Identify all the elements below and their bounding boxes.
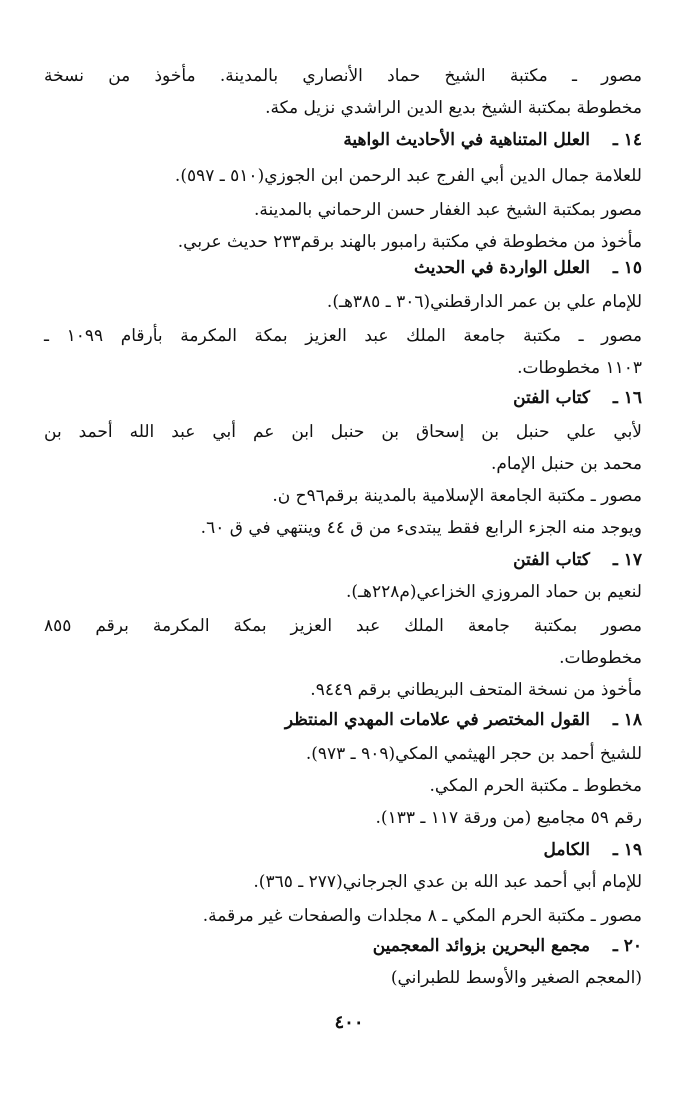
entry-16-line-4: ويوجد منه الجزء الرابع فقط يبتدىء من ق ٤٤ وينتهي في ق ٦٠. <box>200 518 642 538</box>
entry-19-number: ١٩ ـ <box>612 840 642 860</box>
entry-17-line-2: مصور بمكتبة جامعة الملك عبد العزيز بمكة المكرمة برقم ٨٥٥ <box>44 616 642 636</box>
entry-17-line-3: مخطوطات. <box>559 648 642 668</box>
entry-15-title: العلل الواردة في الحديث <box>414 258 590 278</box>
entry-15-line-1: للإمام علي بن عمر الدارقطني(٣٠٦ ـ ٣٨٥هـ). <box>326 292 642 312</box>
entry-19-line-1: للإمام أبي أحمد عبد الله بن عدي الجرجاني(٢٧٧ ـ ٣٦٥). <box>253 872 642 892</box>
entry-18-line-3: رقم ٥٩ مجاميع (من ورقة ١١٧ ـ ١٣٣). <box>375 808 642 828</box>
entry-15-line-2: مصور ـ مكتبة جامعة الملك عبد العزيز بمكة المكرمة بأرقام ١٠٩٩ ـ <box>44 326 642 346</box>
entry-14-line-2: مصور بمكتبة الشيخ عبد الغفار حسن الرحماني بالمدينة. <box>254 200 642 220</box>
entry-19-line-2: مصور ـ مكتبة الحرم المكي ـ ٨ مجلدات والصفحات غير مرقمة. <box>202 906 642 926</box>
entry-15-number: ١٥ ـ <box>612 258 642 278</box>
entry-18-title: القول المختصر في علامات المهدي المنتظر <box>284 710 590 730</box>
entry-20-line-1: (المعجم الصغير والأوسط للطبراني) <box>390 968 642 988</box>
entry-16-line-2: محمد بن حنبل الإمام. <box>491 454 642 474</box>
entry-16-line-3: مصور ـ مكتبة الجامعة الإسلامية بالمدينة برقم٩٦ح ن. <box>272 486 642 506</box>
entry-14-line-3: مأخوذ من مخطوطة في مكتبة رامبور بالهند برقم٢٣٣ حديث عربي. <box>177 232 642 252</box>
entry-14-number: ١٤ ـ <box>612 130 642 150</box>
entry-16-title: كتاب الفتن <box>513 388 590 408</box>
entry-17-title: كتاب الفتن <box>513 550 590 570</box>
intro-line-1: مصور ـ مكتبة الشيخ حماد الأنصاري بالمدينة. مأخوذ من نسخة <box>44 66 642 86</box>
entry-17-line-4: مأخوذ من نسخة المتحف البريطاني برقم ٩٤٤٩. <box>310 680 642 700</box>
page-number: ٤٠٠ <box>334 1012 364 1033</box>
entry-17-number: ١٧ ـ <box>612 550 642 570</box>
entry-16-line-1: لأبي علي حنبل بن إسحاق بن حنبل ابن عم أبي عبد الله أحمد بن <box>44 422 642 442</box>
entry-20-title: مجمع البحرين بزوائد المعجمين <box>372 936 590 956</box>
entry-19-title: الكامل <box>543 840 590 860</box>
entry-20-number: ٢٠ ـ <box>612 936 642 956</box>
entry-18-line-2: مخطوط ـ مكتبة الحرم المكي. <box>429 776 642 796</box>
intro-line-2: مخطوطة بمكتبة الشيخ بديع الدين الراشدي نزيل مكة. <box>265 98 642 118</box>
entry-15-line-3: ١١٠٣ مخطوطات. <box>517 358 642 378</box>
entry-18-number: ١٨ ـ <box>612 710 642 730</box>
entry-14-title: العلل المتناهية في الأحاديث الواهية <box>343 130 590 150</box>
entry-18-line-1: للشيخ أحمد بن حجر الهيثمي المكي(٩٠٩ ـ ٩٧٣). <box>305 744 642 764</box>
entry-14-line-1: للعلامة جمال الدين أبي الفرج عبد الرحمن ابن الجوزي(٥١٠ ـ ٥٩٧). <box>174 166 642 186</box>
entry-17-line-1: لنعيم بن حماد المروزي الخزاعي(م٢٢٨هـ). <box>345 582 642 602</box>
entry-16-number: ١٦ ـ <box>612 388 642 408</box>
